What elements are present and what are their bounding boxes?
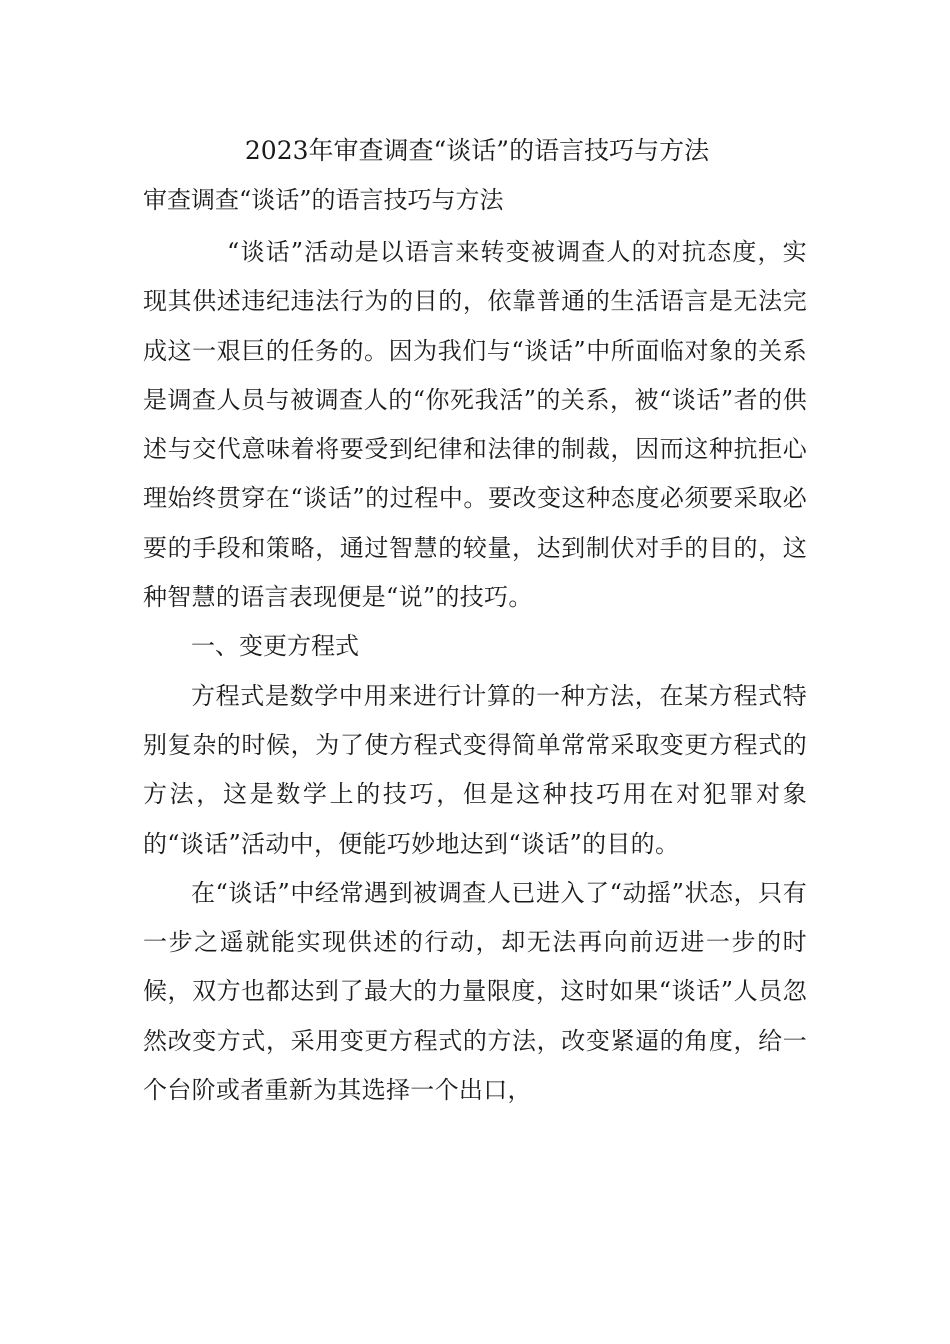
document-body [143,228,807,1115]
paragraph-waver: 在“谈话”中经常遇到被调查人已进入了“动摇”状态，只有一步之遥就能实现供述的行动，却无法再向前迈进一步的时候，双方也都达到了最大的力量限度，这时如果“谈话”人员忽然改变方式，采用变更方程式的方法，改变紧逼的角度，给一个台阶或者重新为其选择一个出口， [143,878,807,1105]
document-subtitle: 审查调查“谈话”的语言技巧与方法 [143,186,504,214]
paragraph-intro: “谈话”活动是以语言来转变被调查人的对抗态度，实现其供述违纪违法行为的目的，依靠普通的生活语言是无法完成这一艰巨的任务的。因为我们与“谈话”中所面临对象的关系是调查人员与被调查人的“你死我活”的关系，被“谈话”者的供述与交代意味着将要受到纪律和法律的制裁，因而这种抗拒心理始终贯穿在“谈话”的过程中。要改变这种态度必须要采取必要的手段和策略，通过智慧的较量，达到制伏对手的目的，这种智慧的语言表现便是“说”的技巧。 [143,238,807,612]
section-heading: 一、变更方程式 [191,632,359,661]
document-title: 2023年审查调查“谈话”的语言技巧与方法 [244,136,710,165]
paragraph-equation: 方程式是数学中用来进行计算的一种方法，在某方程式特别复杂的时候，为了使方程式变得简单常常采取变更方程式的方法，这是数学上的技巧，但是这种技巧用在对犯罪对象的“谈话”活动中，便能巧妙地达到“谈话”的目的。 [143,681,807,858]
